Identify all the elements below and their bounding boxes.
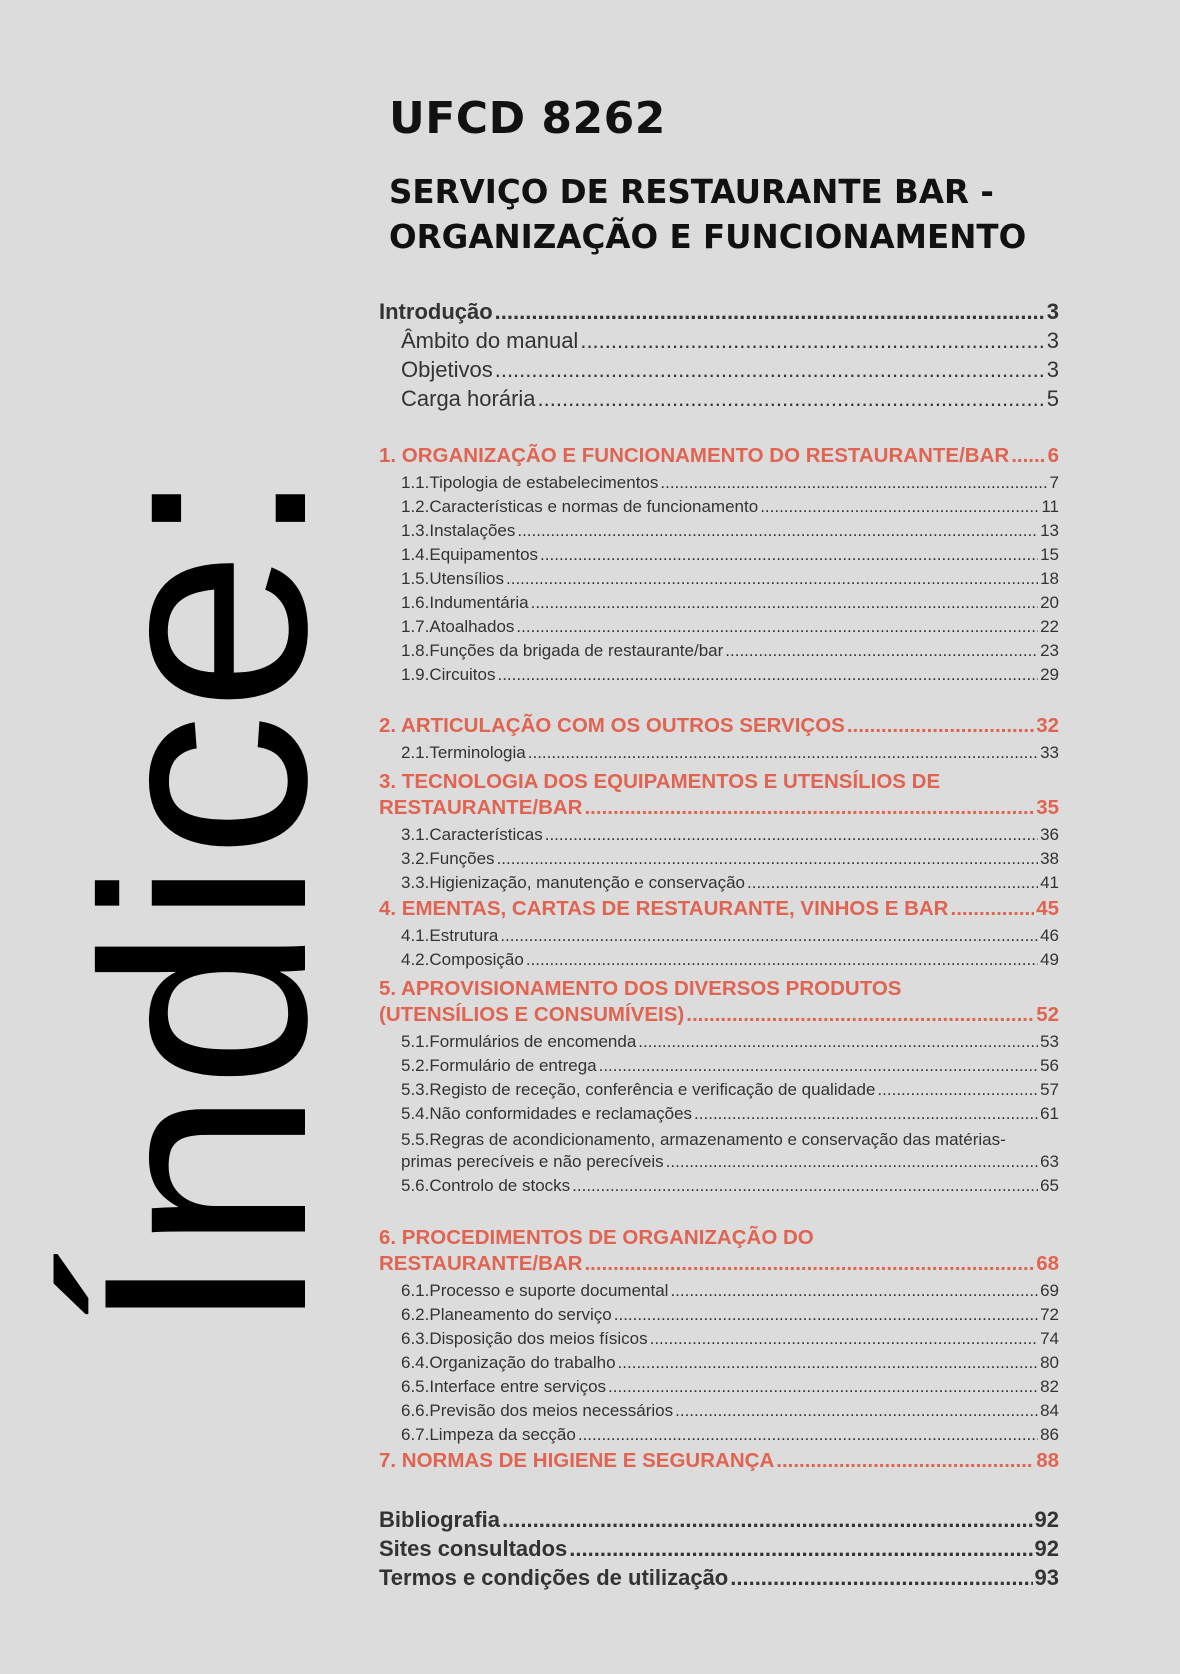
toc-section-label: 2.1.Terminologia	[401, 743, 526, 762]
dot-leader	[666, 1152, 1038, 1172]
toc-section[interactable]	[379, 1080, 1059, 1104]
toc-chapter-page: 88	[1036, 1449, 1059, 1472]
toc-section-page: 7	[1049, 473, 1059, 492]
toc-section-label-line-1: 5.5.Regras de acondicionamento, armazenamento e conservação das matérias-	[401, 1130, 1006, 1149]
dot-leader	[517, 521, 1038, 541]
toc-section-page: 63	[1040, 1152, 1059, 1171]
dot-leader	[614, 1305, 1038, 1325]
toc-entry-page: 5	[1046, 386, 1059, 411]
toc-section-page: 11	[1041, 497, 1059, 516]
dot-leader	[516, 617, 1038, 637]
toc-section-page: 38	[1040, 849, 1059, 868]
dot-leader	[670, 1281, 1038, 1301]
dot-leader	[495, 299, 1045, 325]
dot-leader	[747, 873, 1038, 893]
toc-section-label: 6.4.Organização do trabalho	[401, 1353, 616, 1372]
toc-chapter-2[interactable]	[379, 714, 1059, 743]
toc-section[interactable]	[379, 1377, 1059, 1401]
dot-leader	[660, 473, 1047, 493]
toc-section-label: 5.3.Registo de receção, conferência e verificação de qualidade	[401, 1080, 876, 1099]
toc-section[interactable]	[379, 950, 1059, 974]
toc-entry-introducao[interactable]	[379, 299, 1059, 328]
toc-section-label: 1.4.Equipamentos	[401, 545, 539, 564]
title-line-1: SERVIÇO DE RESTAURANTE BAR -	[389, 173, 994, 211]
toc-section-label: 1.6.Indumentária	[401, 593, 529, 612]
toc-section[interactable]	[379, 926, 1059, 950]
dot-leader	[730, 1565, 1032, 1591]
dot-leader	[618, 1353, 1039, 1373]
dot-leader	[584, 796, 1034, 820]
toc-section[interactable]	[379, 1305, 1059, 1329]
toc-section[interactable]	[379, 1128, 1059, 1176]
toc-chapter-3[interactable]	[379, 767, 1059, 825]
toc-section-label: 6.3.Disposição dos meios físicos	[401, 1329, 648, 1348]
toc-section-label-line-2: primas perecíveis e não perecíveis	[401, 1152, 664, 1171]
dot-leader	[776, 1449, 1034, 1473]
toc-chapter-6[interactable]	[379, 1223, 1059, 1281]
table-of-contents	[379, 299, 1059, 1594]
dot-leader	[497, 665, 1038, 685]
dot-leader	[599, 1056, 1038, 1076]
dot-leader	[608, 1377, 1038, 1397]
dot-leader	[584, 1252, 1034, 1276]
dot-leader	[495, 357, 1045, 383]
toc-section-page: 82	[1040, 1377, 1059, 1396]
toc-section-page: 49	[1040, 950, 1059, 969]
toc-section-page: 72	[1040, 1305, 1059, 1324]
toc-section-page: 29	[1040, 665, 1059, 684]
toc-chapter-label: 4. EMENTAS, CARTAS DE RESTAURANTE, VINHOS E BAR	[379, 897, 949, 920]
dot-leader	[686, 1003, 1034, 1027]
toc-section[interactable]	[379, 473, 1059, 497]
toc-section[interactable]	[379, 497, 1059, 521]
toc-section-page: 36	[1040, 825, 1059, 844]
toc-section[interactable]	[379, 873, 1059, 897]
toc-entry-termos[interactable]	[379, 1565, 1059, 1594]
toc-entry-page: 92	[1034, 1536, 1059, 1561]
toc-section[interactable]	[379, 641, 1059, 665]
toc-chapter-4[interactable]	[379, 897, 1059, 926]
toc-entry-page: 92	[1034, 1507, 1059, 1532]
toc-chapter-page: 52	[1036, 1003, 1059, 1026]
dot-leader	[951, 897, 1035, 921]
toc-section-label: 6.7.Limpeza da secção	[401, 1425, 576, 1444]
dot-leader	[531, 593, 1038, 613]
toc-section-label: 1.5.Utensílios	[401, 569, 504, 588]
dot-leader	[578, 1425, 1038, 1445]
ufcd-code: UFCD 8262	[389, 93, 666, 144]
toc-section[interactable]	[379, 1401, 1059, 1425]
toc-section[interactable]	[379, 1056, 1059, 1080]
toc-section-label: 6.6.Previsão dos meios necessários	[401, 1401, 674, 1420]
toc-section[interactable]	[379, 743, 1059, 767]
toc-entry-ambito[interactable]	[379, 328, 1059, 357]
toc-section-page: 46	[1040, 926, 1059, 945]
toc-entry-page: 3	[1046, 299, 1059, 324]
toc-section-label: 1.9.Circuitos	[401, 665, 496, 684]
toc-section-label: 4.2.Composição	[401, 950, 524, 969]
toc-section[interactable]	[379, 545, 1059, 569]
toc-chapter-label: 7. NORMAS DE HIGIENE E SEGURANÇA	[379, 1449, 775, 1472]
toc-entry-label: Termos e condições de utilização	[379, 1565, 729, 1590]
toc-section[interactable]	[379, 849, 1059, 873]
toc-section-page: 74	[1040, 1329, 1059, 1348]
toc-entry-label: Bibliografia	[379, 1507, 501, 1532]
toc-section[interactable]	[379, 1176, 1059, 1200]
toc-chapter-7[interactable]	[379, 1449, 1059, 1478]
toc-chapter-label-line-1: 5. APROVISIONAMENTO DOS DIVERSOS PRODUTOS	[379, 977, 902, 1000]
toc-section-page: 53	[1040, 1032, 1059, 1051]
toc-entry-page: 3	[1046, 357, 1059, 382]
toc-section-label: 3.2.Funções	[401, 849, 495, 868]
toc-section-page: 15	[1040, 545, 1059, 564]
toc-section-label: 5.6.Controlo de stocks	[401, 1176, 571, 1195]
toc-section-label: 1.8.Funções da brigada de restaurante/bar	[401, 641, 724, 660]
toc-entry-carga-horaria[interactable]	[379, 386, 1059, 415]
toc-chapter-page: 68	[1036, 1252, 1059, 1275]
toc-section-label: 5.4.Não conformidades e reclamações	[401, 1104, 693, 1123]
toc-section-label: 3.3.Higienização, manutenção e conservação	[401, 873, 745, 892]
dot-leader	[502, 1507, 1033, 1533]
dot-leader	[760, 497, 1039, 517]
toc-section[interactable]	[379, 1329, 1059, 1353]
dot-leader	[569, 1536, 1032, 1562]
dot-leader	[526, 950, 1038, 970]
toc-entry-bibliografia[interactable]	[379, 1507, 1059, 1536]
toc-section-page: 18	[1040, 569, 1059, 588]
toc-section-page: 84	[1040, 1401, 1059, 1420]
toc-section[interactable]	[379, 825, 1059, 849]
toc-chapter-page: 35	[1036, 796, 1059, 819]
toc-section-label: 5.1.Formulários de encomenda	[401, 1032, 637, 1051]
toc-section-page: 20	[1040, 593, 1059, 612]
toc-entry-sites[interactable]	[379, 1536, 1059, 1565]
toc-section-label: 6.1.Processo e suporte documental	[401, 1281, 669, 1300]
dot-leader	[877, 1080, 1038, 1100]
dot-leader	[538, 386, 1045, 412]
toc-chapter-5[interactable]	[379, 974, 1059, 1032]
toc-section-page: 86	[1040, 1425, 1059, 1444]
toc-chapter-label: 1. ORGANIZAÇÃO E FUNCIONAMENTO DO RESTAURANTE/BAR	[379, 444, 1010, 467]
toc-section-page: 56	[1040, 1056, 1059, 1075]
toc-section-label: 1.2.Características e normas de funcionamento	[401, 497, 759, 516]
toc-section-page: 33	[1040, 743, 1059, 762]
toc-section[interactable]	[379, 1032, 1059, 1056]
toc-section[interactable]	[379, 617, 1059, 641]
toc-section-label: 5.2.Formulário de entrega	[401, 1056, 597, 1075]
dot-leader	[500, 926, 1038, 946]
dot-leader	[725, 641, 1038, 661]
dot-leader	[572, 1176, 1038, 1196]
toc-chapter-page: 45	[1036, 897, 1059, 920]
document-title	[389, 170, 1109, 260]
toc-section-page: 13	[1040, 521, 1059, 540]
toc-chapter-label-line-2: (UTENSÍLIOS E CONSUMÍVEIS)	[379, 1003, 685, 1026]
toc-entry-page: 93	[1034, 1565, 1059, 1590]
toc-chapter-page: 32	[1036, 714, 1059, 737]
toc-section[interactable]	[379, 1353, 1059, 1377]
toc-section-page: 23	[1040, 641, 1059, 660]
dot-leader	[650, 1329, 1038, 1349]
toc-section-page: 80	[1040, 1353, 1059, 1372]
dot-leader	[528, 743, 1038, 763]
toc-section-label: 6.5.Interface entre serviços	[401, 1377, 607, 1396]
toc-section-label: 1.3.Instalações	[401, 521, 516, 540]
toc-entry-objetivos[interactable]	[379, 357, 1059, 386]
dot-leader	[540, 545, 1038, 565]
toc-section-page: 41	[1040, 873, 1059, 892]
toc-section-page: 65	[1040, 1176, 1059, 1195]
toc-section[interactable]	[379, 1425, 1059, 1449]
dot-leader	[497, 849, 1039, 869]
toc-section[interactable]	[379, 1281, 1059, 1305]
toc-section[interactable]	[379, 665, 1059, 689]
toc-entry-label: Carga horária	[401, 386, 536, 411]
dot-leader	[1011, 444, 1045, 468]
dot-leader	[580, 328, 1044, 354]
toc-section-label: 1.1.Tipologia de estabelecimentos	[401, 473, 659, 492]
toc-section[interactable]	[379, 1104, 1059, 1128]
toc-entry-label: Âmbito do manual	[401, 328, 579, 353]
dot-leader	[675, 1401, 1038, 1421]
dot-leader	[638, 1032, 1038, 1052]
toc-section-page: 61	[1040, 1104, 1059, 1123]
toc-entry-label: Sites consultados	[379, 1536, 568, 1561]
toc-section-label: 4.1.Estrutura	[401, 926, 499, 945]
toc-section-page: 22	[1040, 617, 1059, 636]
toc-chapter-label-line-2: RESTAURANTE/BAR	[379, 796, 583, 819]
toc-entry-label: Objetivos	[401, 357, 493, 382]
dot-leader	[506, 569, 1038, 589]
dot-leader	[694, 1104, 1038, 1124]
toc-section-label: 3.1.Características	[401, 825, 543, 844]
toc-chapter-label-line-2: RESTAURANTE/BAR	[379, 1252, 583, 1275]
toc-chapter-page: 6	[1047, 444, 1059, 467]
toc-section[interactable]	[379, 569, 1059, 593]
toc-section-page: 57	[1040, 1080, 1059, 1099]
toc-entry-page: 3	[1046, 328, 1059, 353]
toc-section-page: 69	[1040, 1281, 1059, 1300]
dot-leader	[545, 825, 1038, 845]
title-line-2: ORGANIZAÇÃO E FUNCIONAMENTO	[389, 218, 1027, 256]
toc-section[interactable]	[379, 593, 1059, 617]
toc-chapter-label-line-1: 6. PROCEDIMENTOS DE ORGANIZAÇÃO DO	[379, 1226, 814, 1249]
dot-leader	[847, 714, 1034, 738]
toc-chapter-label: 2. ARTICULAÇÃO COM OS OUTROS SERVIÇOS	[379, 714, 845, 737]
toc-entry-label: Introdução	[379, 299, 493, 324]
toc-chapter-label-line-1: 3. TECNOLOGIA DOS EQUIPAMENTOS E UTENSÍLIOS DE	[379, 770, 941, 793]
side-title: Índice:	[43, 465, 367, 1335]
toc-chapter-1[interactable]	[379, 444, 1059, 473]
toc-section-label: 1.7.Atoalhados	[401, 617, 515, 636]
toc-section-label: 6.2.Planeamento do serviço	[401, 1305, 612, 1324]
toc-section[interactable]	[379, 521, 1059, 545]
